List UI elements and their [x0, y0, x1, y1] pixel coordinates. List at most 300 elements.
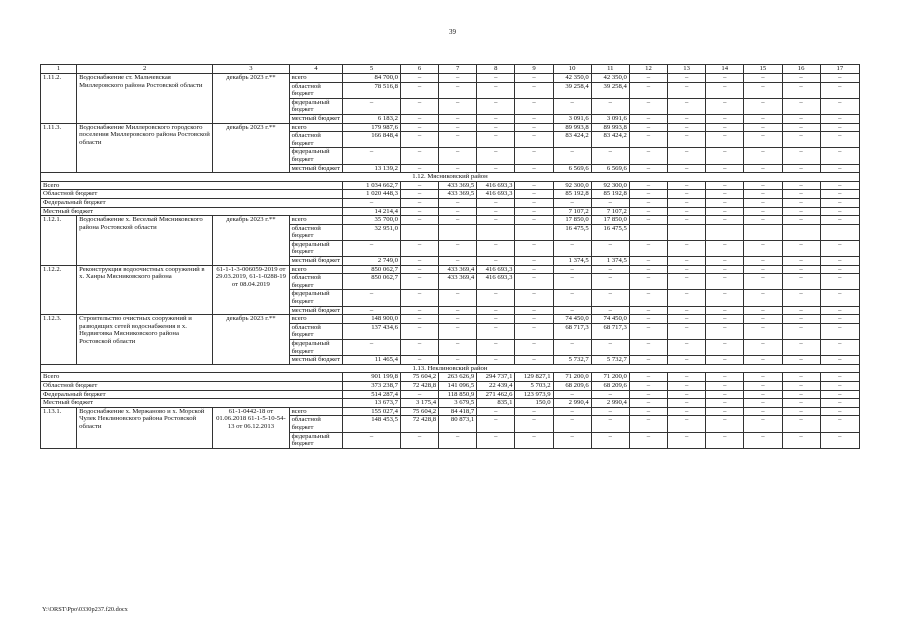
value-cell: – — [629, 416, 667, 432]
value-cell: – — [343, 148, 401, 164]
value-cell: 2 990,4 — [591, 399, 629, 408]
value-cell: – — [782, 132, 820, 148]
value-cell: – — [668, 290, 706, 306]
value-cell: – — [400, 432, 438, 448]
value-cell: – — [629, 306, 667, 315]
value-cell: – — [706, 306, 744, 315]
value-cell: 5 703,2 — [515, 381, 553, 390]
funding-source-label: федеральный бюджет — [289, 290, 343, 306]
value-cell: – — [668, 148, 706, 164]
value-cell: – — [515, 407, 553, 416]
value-cell: 416 693,3 — [477, 190, 515, 199]
value-cell: – — [668, 315, 706, 324]
value-cell: – — [668, 407, 706, 416]
value-cell: – — [782, 114, 820, 123]
value-cell: – — [439, 114, 477, 123]
value-cell: – — [629, 356, 667, 365]
value-cell: – — [515, 356, 553, 365]
value-cell: – — [515, 340, 553, 356]
value-cell: – — [782, 123, 820, 132]
value-cell: 74 450,0 — [591, 315, 629, 324]
column-number: 13 — [668, 65, 706, 74]
value-cell: – — [706, 407, 744, 416]
value-cell: – — [400, 240, 438, 256]
value-cell: 3 679,5 — [439, 399, 477, 408]
value-cell: – — [629, 132, 667, 148]
value-cell: – — [553, 148, 591, 164]
value-cell: – — [553, 265, 591, 274]
funding-source-label: местный бюджет — [289, 114, 343, 123]
value-cell: – — [668, 207, 706, 216]
value-cell: – — [629, 123, 667, 132]
value-cell: – — [591, 432, 629, 448]
value-cell: – — [400, 315, 438, 324]
value-cell: 150,0 — [515, 399, 553, 408]
value-cell: – — [400, 181, 438, 190]
value-cell: 6 569,6 — [553, 164, 591, 173]
value-cell: – — [477, 123, 515, 132]
value-cell: – — [706, 216, 744, 225]
value-cell: 1 020 448,3 — [343, 190, 401, 199]
value-cell: – — [668, 373, 706, 382]
value-cell: 68 209,6 — [553, 381, 591, 390]
value-cell: – — [668, 306, 706, 315]
value-cell: – — [668, 164, 706, 173]
value-cell: – — [591, 340, 629, 356]
value-cell: – — [744, 416, 782, 432]
value-cell: 433 369,5 — [439, 190, 477, 199]
value-cell: – — [668, 190, 706, 199]
value-cell: 5 732,7 — [591, 356, 629, 365]
value-cell: 416 693,3 — [477, 274, 515, 290]
value-cell: 72 428,8 — [400, 416, 438, 432]
value-cell: – — [629, 216, 667, 225]
value-cell: 3 091,6 — [591, 114, 629, 123]
value-cell: – — [782, 323, 820, 339]
value-cell: – — [820, 323, 859, 339]
table-row — [41, 123, 860, 132]
value-cell — [744, 224, 782, 240]
value-cell: – — [744, 306, 782, 315]
value-cell: – — [744, 257, 782, 266]
value-cell: – — [744, 432, 782, 448]
value-cell — [439, 224, 477, 240]
value-cell: – — [706, 123, 744, 132]
value-cell: – — [515, 240, 553, 256]
value-cell: 416 693,3 — [477, 265, 515, 274]
value-cell: – — [706, 82, 744, 98]
column-number: 9 — [515, 65, 553, 74]
value-cell: 42 350,0 — [553, 74, 591, 83]
item-term: декабрь 2023 г.** — [213, 74, 289, 124]
value-cell: – — [820, 416, 859, 432]
value-cell: – — [706, 114, 744, 123]
value-cell: – — [553, 306, 591, 315]
value-cell: – — [591, 290, 629, 306]
value-cell: – — [744, 315, 782, 324]
summary-row — [41, 190, 860, 199]
value-cell: 263 626,9 — [439, 373, 477, 382]
value-cell: 71 200,0 — [591, 373, 629, 382]
funding-source-label: областной бюджет — [289, 274, 343, 290]
value-cell: – — [515, 257, 553, 266]
value-cell: – — [515, 132, 553, 148]
value-cell — [820, 224, 859, 240]
value-cell: – — [553, 290, 591, 306]
funding-source-label: местный бюджет — [289, 257, 343, 266]
value-cell: – — [668, 274, 706, 290]
value-cell: – — [744, 265, 782, 274]
value-cell: – — [706, 257, 744, 266]
value-cell: 39 258,4 — [591, 82, 629, 98]
funding-source-label: местный бюджет — [289, 306, 343, 315]
value-cell: – — [820, 274, 859, 290]
value-cell: – — [400, 390, 438, 399]
value-cell: – — [515, 315, 553, 324]
value-cell: – — [744, 164, 782, 173]
value-cell: – — [515, 198, 553, 207]
value-cell: 83 424,2 — [591, 132, 629, 148]
item-code: 1.11.3. — [41, 123, 77, 173]
value-cell: – — [515, 114, 553, 123]
value-cell: 78 516,8 — [343, 82, 401, 98]
table-row — [41, 265, 860, 274]
value-cell: – — [515, 74, 553, 83]
column-number: 14 — [706, 65, 744, 74]
value-cell: – — [706, 432, 744, 448]
summary-row — [41, 198, 860, 207]
value-cell: – — [400, 306, 438, 315]
funding-source-label: федеральный бюджет — [289, 340, 343, 356]
value-cell: – — [744, 274, 782, 290]
value-cell: – — [706, 190, 744, 199]
value-cell: – — [400, 114, 438, 123]
value-cell: – — [668, 257, 706, 266]
value-cell: – — [439, 290, 477, 306]
value-cell: – — [706, 416, 744, 432]
value-cell: – — [629, 315, 667, 324]
value-cell: – — [515, 306, 553, 315]
value-cell: 5 732,7 — [553, 356, 591, 365]
item-name: Строительство очистных сооружений и разводящих сетей водоснабжения в х. Недвиговка Мясниковского района Ростовской области — [77, 315, 213, 365]
value-cell: – — [668, 114, 706, 123]
value-cell: 35 700,0 — [343, 216, 401, 225]
value-cell: – — [400, 356, 438, 365]
value-cell: – — [629, 82, 667, 98]
table-row — [41, 74, 860, 83]
value-cell: – — [343, 306, 401, 315]
budget-table — [40, 64, 860, 449]
column-number: 11 — [591, 65, 629, 74]
value-cell: – — [439, 216, 477, 225]
value-cell: – — [668, 98, 706, 114]
value-cell: – — [629, 198, 667, 207]
value-cell: – — [439, 257, 477, 266]
value-cell: – — [477, 290, 515, 306]
funding-source-label: местный бюджет — [289, 356, 343, 365]
value-cell: 14 214,4 — [343, 207, 401, 216]
value-cell: 89 993,8 — [553, 123, 591, 132]
value-cell: 271 462,6 — [477, 390, 515, 399]
value-cell: – — [820, 315, 859, 324]
value-cell: – — [820, 432, 859, 448]
value-cell: 13 673,7 — [343, 399, 401, 408]
value-cell: – — [820, 290, 859, 306]
value-cell: – — [744, 399, 782, 408]
value-cell: – — [591, 390, 629, 399]
value-cell: 514 287,4 — [343, 390, 401, 399]
value-cell: – — [820, 381, 859, 390]
item-code: 1.13.1. — [41, 407, 77, 448]
value-cell: 850 062,7 — [343, 265, 401, 274]
value-cell: – — [400, 82, 438, 98]
column-number-row — [41, 65, 860, 74]
column-number: 1 — [41, 65, 77, 74]
value-cell: – — [706, 399, 744, 408]
value-cell: – — [820, 240, 859, 256]
value-cell: – — [591, 148, 629, 164]
value-cell: – — [820, 207, 859, 216]
value-cell: – — [782, 98, 820, 114]
value-cell: – — [629, 340, 667, 356]
value-cell: – — [477, 315, 515, 324]
value-cell: 835,1 — [477, 399, 515, 408]
value-cell: 155 027,4 — [343, 407, 401, 416]
value-cell: – — [629, 190, 667, 199]
value-cell: – — [706, 356, 744, 365]
value-cell: – — [706, 164, 744, 173]
value-cell: – — [515, 181, 553, 190]
value-cell: – — [820, 399, 859, 408]
value-cell: – — [515, 416, 553, 432]
value-cell: – — [477, 82, 515, 98]
funding-source-label: всего — [289, 123, 343, 132]
value-cell: – — [782, 164, 820, 173]
value-cell: – — [820, 216, 859, 225]
value-cell: – — [439, 164, 477, 173]
value-cell: – — [400, 148, 438, 164]
value-cell: 118 850,9 — [439, 390, 477, 399]
value-cell: – — [515, 82, 553, 98]
summary-row — [41, 373, 860, 382]
value-cell: – — [477, 207, 515, 216]
value-cell: – — [553, 340, 591, 356]
value-cell: – — [744, 148, 782, 164]
value-cell: – — [629, 265, 667, 274]
value-cell: – — [782, 381, 820, 390]
value-cell: 3 175,4 — [400, 399, 438, 408]
value-cell: – — [439, 82, 477, 98]
summary-row — [41, 399, 860, 408]
value-cell: – — [439, 340, 477, 356]
value-cell: – — [400, 198, 438, 207]
value-cell: – — [515, 323, 553, 339]
value-cell: 850 062,7 — [343, 274, 401, 290]
funding-source-label: федеральный бюджет — [289, 148, 343, 164]
funding-source-label: всего — [289, 407, 343, 416]
value-cell: – — [744, 98, 782, 114]
value-cell: 1 374,5 — [591, 257, 629, 266]
value-cell: – — [400, 132, 438, 148]
value-cell: 85 192,8 — [591, 190, 629, 199]
value-cell: – — [820, 407, 859, 416]
value-cell: 68 209,6 — [591, 381, 629, 390]
value-cell: – — [668, 240, 706, 256]
value-cell: – — [400, 265, 438, 274]
value-cell: 16 475,5 — [591, 224, 629, 240]
value-cell: – — [343, 290, 401, 306]
value-cell: – — [782, 390, 820, 399]
value-cell: – — [820, 257, 859, 266]
value-cell: – — [477, 407, 515, 416]
value-cell: 1 374,5 — [553, 257, 591, 266]
value-cell: 11 465,4 — [343, 356, 401, 365]
item-code: 1.12.1. — [41, 216, 77, 266]
value-cell: – — [820, 132, 859, 148]
value-cell: 75 604,2 — [400, 407, 438, 416]
value-cell: – — [400, 98, 438, 114]
value-cell: – — [553, 240, 591, 256]
value-cell: – — [477, 98, 515, 114]
value-cell: 71 200,0 — [553, 373, 591, 382]
value-cell: – — [820, 181, 859, 190]
value-cell: – — [782, 181, 820, 190]
value-cell: 2 990,4 — [553, 399, 591, 408]
item-code: 1.11.2. — [41, 74, 77, 124]
value-cell: – — [668, 432, 706, 448]
value-cell: – — [629, 274, 667, 290]
column-number: 12 — [629, 65, 667, 74]
funding-source-label: всего — [289, 216, 343, 225]
value-cell: – — [706, 132, 744, 148]
value-cell: 32 951,0 — [343, 224, 401, 240]
value-cell: – — [744, 381, 782, 390]
value-cell: – — [706, 323, 744, 339]
value-cell: – — [782, 257, 820, 266]
value-cell: – — [439, 432, 477, 448]
summary-label: Федеральный бюджет — [41, 198, 343, 207]
value-cell: 433 369,5 — [439, 181, 477, 190]
column-number: 8 — [477, 65, 515, 74]
value-cell — [668, 224, 706, 240]
value-cell: – — [439, 132, 477, 148]
value-cell: 433 369,4 — [439, 265, 477, 274]
value-cell: 7 107,2 — [553, 207, 591, 216]
value-cell: – — [629, 407, 667, 416]
value-cell: – — [400, 190, 438, 199]
value-cell: – — [668, 416, 706, 432]
value-cell: 39 258,4 — [553, 82, 591, 98]
value-cell: – — [820, 123, 859, 132]
value-cell: – — [668, 381, 706, 390]
column-number: 4 — [289, 65, 343, 74]
funding-source-label: федеральный бюджет — [289, 240, 343, 256]
item-name: Реконструкция водоочистных сооружений в х. Ханры Мясниковского района — [77, 265, 213, 315]
value-cell: – — [782, 340, 820, 356]
value-cell: – — [744, 82, 782, 98]
value-cell: – — [668, 123, 706, 132]
value-cell: – — [439, 207, 477, 216]
value-cell — [629, 224, 667, 240]
value-cell: 294 737,1 — [477, 373, 515, 382]
column-number: 16 — [782, 65, 820, 74]
district-header-row — [41, 364, 860, 373]
value-cell — [706, 224, 744, 240]
summary-row — [41, 381, 860, 390]
summary-row — [41, 390, 860, 399]
funding-source-label: местный бюджет — [289, 164, 343, 173]
value-cell: 13 139,2 — [343, 164, 401, 173]
value-cell: – — [439, 74, 477, 83]
value-cell: – — [553, 432, 591, 448]
value-cell: – — [744, 181, 782, 190]
value-cell: – — [668, 356, 706, 365]
value-cell: 7 107,2 — [591, 207, 629, 216]
value-cell: – — [706, 390, 744, 399]
district-title: 1.12. Мясниковский район — [41, 173, 860, 182]
value-cell: – — [477, 240, 515, 256]
value-cell: – — [515, 148, 553, 164]
value-cell: – — [629, 381, 667, 390]
value-cell: 16 475,5 — [553, 224, 591, 240]
value-cell: – — [629, 74, 667, 83]
summary-label: Областной бюджет — [41, 381, 343, 390]
value-cell: 17 850,0 — [591, 216, 629, 225]
funding-source-label: областной бюджет — [289, 132, 343, 148]
value-cell: 123 973,9 — [515, 390, 553, 399]
value-cell: – — [782, 207, 820, 216]
value-cell: – — [668, 323, 706, 339]
value-cell: 80 873,1 — [439, 416, 477, 432]
value-cell: – — [820, 82, 859, 98]
value-cell: – — [706, 207, 744, 216]
value-cell: – — [668, 265, 706, 274]
value-cell: – — [820, 390, 859, 399]
value-cell: – — [744, 407, 782, 416]
value-cell: – — [629, 390, 667, 399]
value-cell: – — [477, 74, 515, 83]
value-cell: – — [515, 207, 553, 216]
value-cell: – — [553, 274, 591, 290]
value-cell: – — [439, 98, 477, 114]
value-cell: 89 993,8 — [591, 123, 629, 132]
value-cell: – — [439, 123, 477, 132]
value-cell: – — [782, 373, 820, 382]
value-cell: – — [439, 148, 477, 164]
value-cell: – — [668, 74, 706, 83]
value-cell: – — [515, 290, 553, 306]
value-cell: – — [668, 132, 706, 148]
item-name: Водоснабжение х. Мержаново и х. Морской Чулек Неклиновского района Ростовской области — [77, 407, 213, 448]
value-cell: – — [782, 190, 820, 199]
summary-label: Областной бюджет — [41, 190, 343, 199]
value-cell: 141 096,5 — [439, 381, 477, 390]
value-cell: – — [629, 148, 667, 164]
value-cell: – — [515, 274, 553, 290]
value-cell: – — [744, 323, 782, 339]
value-cell: – — [477, 216, 515, 225]
value-cell: – — [439, 198, 477, 207]
value-cell — [782, 224, 820, 240]
value-cell: – — [820, 114, 859, 123]
value-cell: 137 434,6 — [343, 323, 401, 339]
column-number: 17 — [820, 65, 859, 74]
value-cell: – — [820, 265, 859, 274]
value-cell: – — [400, 207, 438, 216]
value-cell: – — [706, 265, 744, 274]
value-cell: 148 900,0 — [343, 315, 401, 324]
value-cell: – — [477, 432, 515, 448]
